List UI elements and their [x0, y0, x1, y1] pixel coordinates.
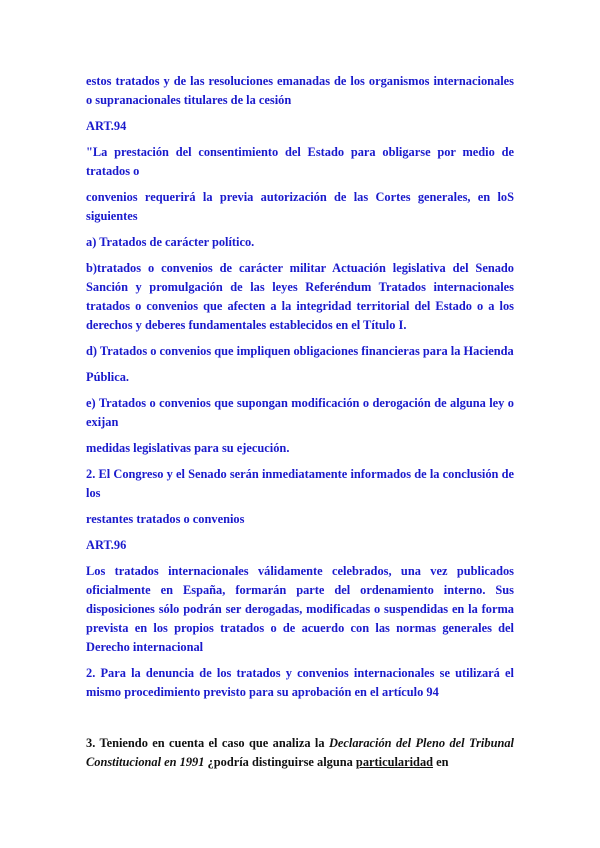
- item-a-political-treaties: a) Tratados de carácter político.: [86, 235, 255, 249]
- consent-paragraph: "La prestación del consentimiento del Estado para obligarse por medio de tratados o: [86, 145, 514, 178]
- article-96-heading: ART.96: [86, 538, 127, 552]
- article-94-heading: ART.94: [86, 119, 127, 133]
- remaining-treaties-paragraph: restantes tratados o convenios: [86, 512, 245, 526]
- question-3-lead: 3. Teniendo en cuenta el caso que analiza la: [86, 736, 329, 750]
- article-96-paragraph-2: 2. Para la denuncia de los tratados y convenios internacionales se utilizará el mismo procedimiento previsto para su aprobación en el artículo 94: [86, 666, 514, 699]
- item-e-legal-modification: e) Tratados o convenios que supongan modificación o derogación de alguna ley o exijan: [86, 396, 514, 429]
- congress-senate-informed-paragraph: 2. El Congreso y el Senado serán inmediatamente informados de la conclusión de los: [86, 467, 514, 500]
- item-d-financial-obligations: d) Tratados o convenios que impliquen obligaciones financieras para la Hacienda: [86, 344, 514, 358]
- item-e-continuation: medidas legislativas para su ejecución.: [86, 441, 290, 455]
- document-body: [86, 72, 514, 779]
- question-3-underlined-word: particularidad: [355, 755, 434, 769]
- question-3: [86, 734, 514, 772]
- item-b-military-treaties: b)tratados o convenios de carácter militar Actuación legislativa del Senado Sanción y promulgación de las leyes Referéndum Tratados internacionales tratados o convenios que afecten a la integridad territorial del Estado o a los derechos y deberes fundamentales establecidos en el Título I.: [86, 261, 514, 332]
- question-3-middle: ¿podría distinguirse alguna: [204, 755, 356, 769]
- cortes-authorization-paragraph: convenios requerirá la previa autorización de las Cortes generales, en loS siguientes: [86, 190, 514, 223]
- question-3-italic-title: Declaración del Pleno del Tribunal Constitucional en 1991: [86, 736, 514, 769]
- cesion-paragraph: estos tratados y de las resoluciones emanadas de los organismos internacionales o supranacionales titulares de la cesión: [86, 74, 514, 107]
- article-96-paragraph-1: Los tratados internacionales válidamente celebrados, una vez publicados oficialmente en España, formarán parte del ordenamiento interno. Sus disposiciones sólo podrán ser derogadas, modificadas o suspendidas en la forma prevista en los propios tratados o de acuerdo con las normas generales del Derecho internacional: [86, 564, 514, 654]
- question-3-tail: en: [433, 755, 449, 769]
- item-d-continuation: Pública.: [86, 370, 130, 384]
